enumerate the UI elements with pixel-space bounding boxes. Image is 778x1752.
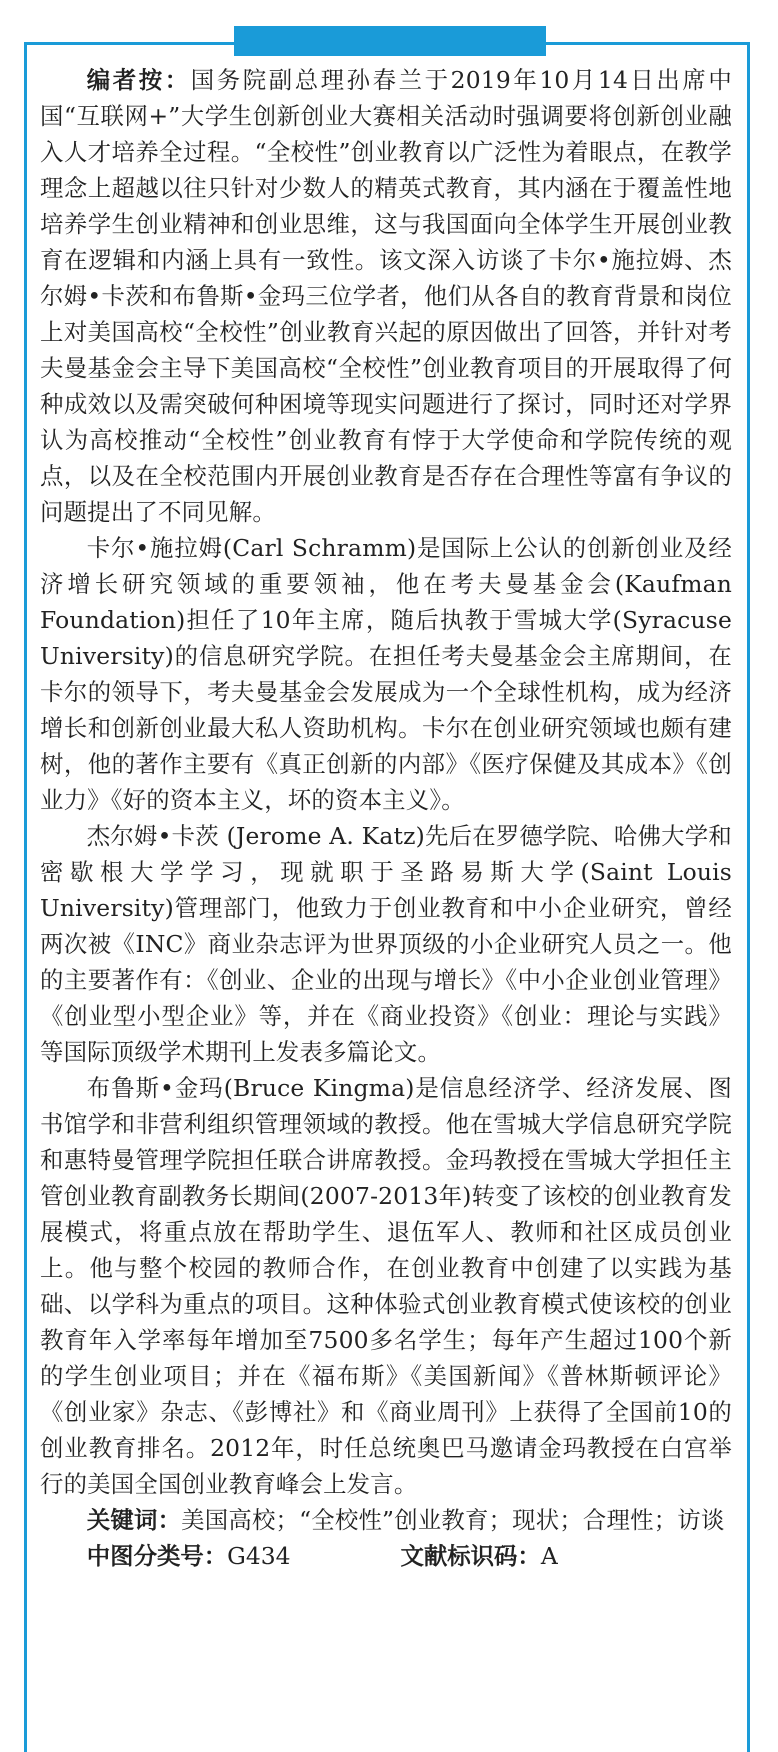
keywords	[40, 1502, 732, 1538]
bio-katz: 杰尔姆•卡茨 (Jerome A. Katz)先后在罗德学院、哈佛大学和密歇根大学学习，现就职于圣路易斯大学(Saint Louis University)管理部门，他致力于创业教育和中小企业研究，曾经两次被《INC》商业杂志评为世界顶级的小企业研究人员之一。他的主要著作有：《创业、企业的出现与增长》《中小企业创业管理》《创业型小型企业》等，并在《商业投资》《创业：理论与实践》等国际顶级学术期刊上发表多篇论文。	[40, 822, 732, 1066]
editor-note-text: 国务院副总理孙春兰于2019年10月14日出席中国“互联网+”大学生创新创业大赛相关活动时强调要将创新创业融入人才培养全过程。“全校性”创业教育以广泛性为着眼点，在教学理念上超越以往只针对少数人的精英式教育，其内涵在于覆盖性地培养学生创业精神和创业思维，这与我国面向全体学生开展创业教育在逻辑和内涵上具有一致性。该文深入访谈了卡尔•施拉姆、杰尔姆•卡茨和布鲁斯•金玛三位学者，他们从各自的教育背景和岗位上对美国高校“全校性”创业教育兴起的原因做出了回答，并针对考夫曼基金会主导下美国高校“全校性”创业教育项目的开展取得了何种成效以及需突破何种困境等现实问题进行了探讨，同时还对学界认为高校推动“全校性”创业教育有悖于大学使命和学院传统的观点，以及在全校范围内开展创业教育是否存在合理性等富有争议的问题提出了不同见解。	[40, 66, 732, 526]
bio-schramm: 卡尔•施拉姆(Carl Schramm)是国际上公认的创新创业及经济增长研究领域的重要领袖，他在考夫曼基金会(Kaufman Foundation)担任了10年主席，随后执教于雪城大学(Syracuse University)的信息研究学院。在担任考夫曼基金会主席期间，在卡尔的领导下，考夫曼基金会发展成为一个全球性机构，成为经济增长和创新创业最大私人资助机构。卡尔在创业研究领域也颇有建树，他的著作主要有《真正创新的内部》《医疗保健及其成本》《创业力》《好的资本主义，坏的资本主义》。	[40, 534, 732, 814]
doc-code-label: 文献标识码：	[400, 1542, 541, 1570]
classification-value: G434	[227, 1542, 291, 1570]
bio-kingma: 布鲁斯•金玛(Bruce Kingma)是信息经济学、经济发展、图书馆学和非营利组织管理领域的教授。他在雪城大学信息研究学院和惠特曼管理学院担任联合讲席教授。金玛教授在雪城大学担任主管创业教育副教务长期间(2007-2013年)转变了该校的创业教育发展模式，将重点放在帮助学生、退伍军人、教师和社区成员创业上。他与整个校园的教师合作，在创业教育中创建了以实践为基础、以学科为重点的项目。这种体验式创业教育模式使该校的创业教育年入学率每年增加至7500多名学生；每年产生超过100个新的学生创业项目；并在《福布斯》《美国新闻》《普林斯顿评论》《创业家》杂志、《彭博社》和《商业周刊》上获得了全国前10的创业教育排名。2012年，时任总统奥巴马邀请金玛教授在白宫举行的美国全国创业教育峰会上发言。	[40, 1074, 732, 1498]
classification-label: 中图分类号：	[86, 1542, 228, 1570]
keywords-label: 关键词：	[86, 1506, 182, 1534]
keywords-text: 美国高校；“全校性”创业教育；现状；合理性；访谈	[181, 1506, 725, 1534]
editor-note	[40, 62, 732, 530]
article-body	[40, 62, 732, 1574]
editor-note-label: 编者按：	[86, 66, 191, 94]
doc-code-value: A	[540, 1542, 558, 1570]
classification-line	[40, 1538, 732, 1574]
